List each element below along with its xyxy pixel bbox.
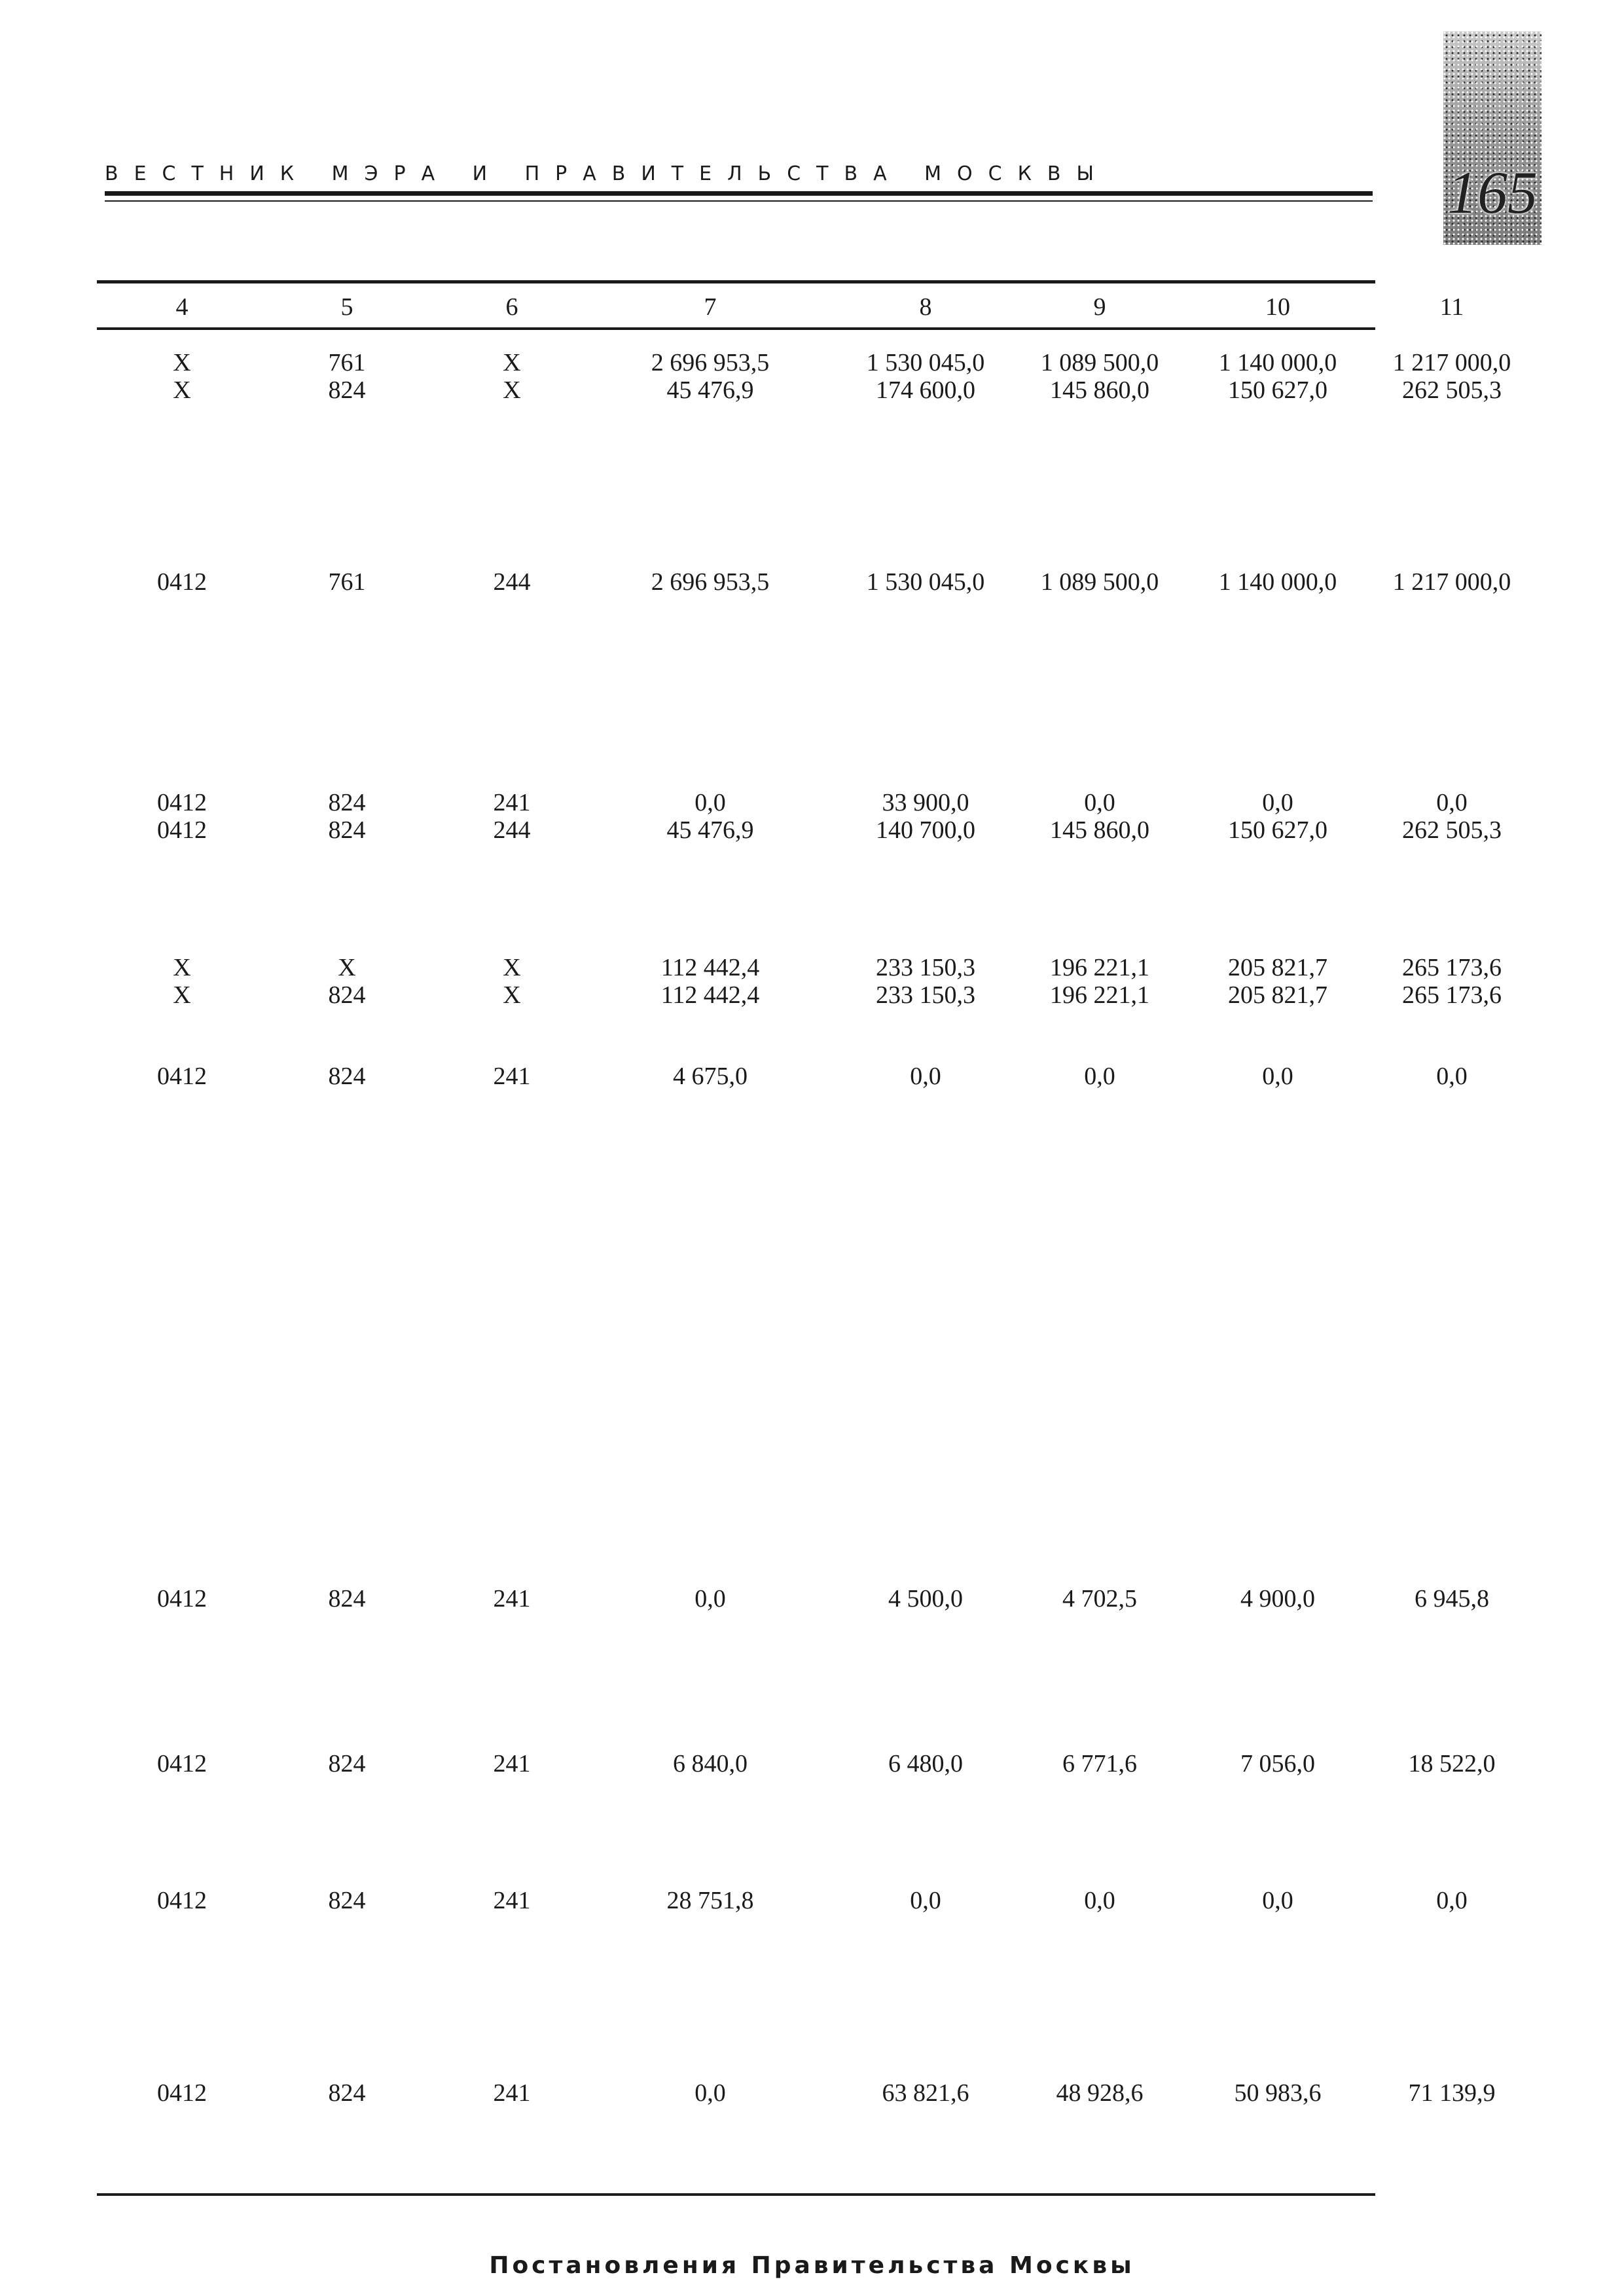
table-cell: 0412 [157,2079,207,2107]
table-cell: 0412 [157,816,207,844]
table-cell: 1 089 500,0 [1040,349,1159,376]
table-header-rule [97,327,1375,330]
table-cell: 7 056,0 [1240,1750,1315,1777]
header-rule-thick [105,191,1373,196]
table-cell: 824 [328,2079,366,2107]
table-cell: 824 [328,789,366,816]
column-header: 5 [340,293,353,321]
table-cell: 241 [493,1063,531,1090]
table-cell: 0,0 [1084,789,1115,816]
table-cell: 28 751,8 [666,1887,754,1914]
header-rule-thin [105,200,1373,202]
table-cell: 0412 [157,1887,207,1914]
table-cell: 196 221,1 [1050,954,1149,981]
table-cell: 265 173,6 [1402,981,1502,1009]
table-bottom-rule [97,2193,1375,2196]
table-cell: 0,0 [910,1887,941,1914]
table-cell: 0,0 [695,789,726,816]
table-cell: 0,0 [1262,1063,1293,1090]
table-cell: 233 150,3 [876,981,975,1009]
table-cell: 0,0 [695,2079,726,2107]
table-cell: 262 505,3 [1402,816,1502,844]
table-cell: 0,0 [695,1585,726,1613]
table-cell: 1 530 045,0 [866,568,985,596]
column-header: 9 [1093,293,1106,321]
column-header: 11 [1439,293,1464,321]
table-cell: 824 [328,1063,366,1090]
table-cell: 0,0 [1436,1887,1468,1914]
table-cell: X [173,981,191,1009]
page-number-badge [1443,31,1542,245]
table-cell: 1 217 000,0 [1392,349,1511,376]
table-cell: 0,0 [1436,789,1468,816]
table-cell: 45 476,9 [666,816,754,844]
table-cell: 265 173,6 [1402,954,1502,981]
table-cell: 0412 [157,1750,207,1777]
table-cell: 205 821,7 [1228,981,1327,1009]
section-footer-title: Постановления Правительства Москвы [489,2252,1135,2279]
table-cell: 174 600,0 [876,376,975,404]
table-cell: 824 [328,376,366,404]
table-cell: 140 700,0 [876,816,975,844]
table-cell: X [503,954,521,981]
table-cell: X [503,981,521,1009]
table-cell: 6 840,0 [673,1750,748,1777]
table-cell: 262 505,3 [1402,376,1502,404]
table-cell: 112 442,4 [660,981,760,1009]
table-cell: 0,0 [1436,1063,1468,1090]
table-cell: 6 945,8 [1415,1585,1489,1613]
table-cell: 2 696 953,5 [651,349,770,376]
table-cell: 150 627,0 [1228,376,1327,404]
table-cell: X [173,349,191,376]
table-cell: 145 860,0 [1050,816,1149,844]
table-cell: 0412 [157,1063,207,1090]
table-cell: 1 217 000,0 [1392,568,1511,596]
table-cell: 63 821,6 [882,2079,969,2107]
table-cell: 241 [493,1750,531,1777]
column-header: 7 [704,293,717,321]
table-cell: 0,0 [1084,1887,1115,1914]
table-cell: 0412 [157,1585,207,1613]
table-top-rule [97,280,1375,283]
table-cell: 824 [328,816,366,844]
table-cell: 4 500,0 [888,1585,963,1613]
table-cell: 6 480,0 [888,1750,963,1777]
table-cell: X [503,349,521,376]
table-cell: 233 150,3 [876,954,975,981]
table-cell: 4 900,0 [1240,1585,1315,1613]
table-cell: 45 476,9 [666,376,754,404]
table-cell: 241 [493,1585,531,1613]
table-cell: 6 771,6 [1062,1750,1137,1777]
table-cell: 1 140 000,0 [1218,349,1337,376]
table-cell: X [173,954,191,981]
table-cell: 0412 [157,789,207,816]
table-cell: 2 696 953,5 [651,568,770,596]
table-cell: 824 [328,981,366,1009]
table-cell: 0,0 [910,1063,941,1090]
table-cell: 112 442,4 [660,954,760,981]
table-cell: 241 [493,789,531,816]
table-cell: 0,0 [1084,1063,1115,1090]
table-cell: 1 530 045,0 [866,349,985,376]
table-cell: 241 [493,2079,531,2107]
table-cell: X [503,376,521,404]
table-cell: X [173,376,191,404]
journal-title: ВЕСТНИК МЭРА И ПРАВИТЕЛЬСТВА МОСКВЫ [105,162,1110,185]
table-cell: 824 [328,1887,366,1914]
table-cell: 0,0 [1262,1887,1293,1914]
page-number: 165 [1447,159,1538,226]
table-cell: 205 821,7 [1228,954,1327,981]
table-cell: 1 140 000,0 [1218,568,1337,596]
table-cell: 824 [328,1750,366,1777]
table-cell: 244 [493,816,531,844]
table-cell: 4 675,0 [673,1063,748,1090]
table-cell: 244 [493,568,531,596]
table-cell: 0412 [157,568,207,596]
table-cell: 4 702,5 [1062,1585,1137,1613]
column-header: 4 [175,293,189,321]
column-header: 8 [919,293,932,321]
table-cell: 761 [328,568,366,596]
table-cell: 145 860,0 [1050,376,1149,404]
table-cell: 50 983,6 [1234,2079,1322,2107]
table-cell: 150 627,0 [1228,816,1327,844]
column-header: 10 [1265,293,1290,321]
table-cell: 71 139,9 [1408,2079,1496,2107]
table-cell: 1 089 500,0 [1040,568,1159,596]
table-cell: 48 928,6 [1056,2079,1144,2107]
table-cell: 241 [493,1887,531,1914]
table-cell: 18 522,0 [1408,1750,1496,1777]
table-cell: 761 [328,349,366,376]
column-header: 6 [505,293,518,321]
table-cell: X [338,954,356,981]
table-cell: 824 [328,1585,366,1613]
table-cell: 0,0 [1262,789,1293,816]
table-cell: 196 221,1 [1050,981,1149,1009]
table-cell: 33 900,0 [882,789,969,816]
